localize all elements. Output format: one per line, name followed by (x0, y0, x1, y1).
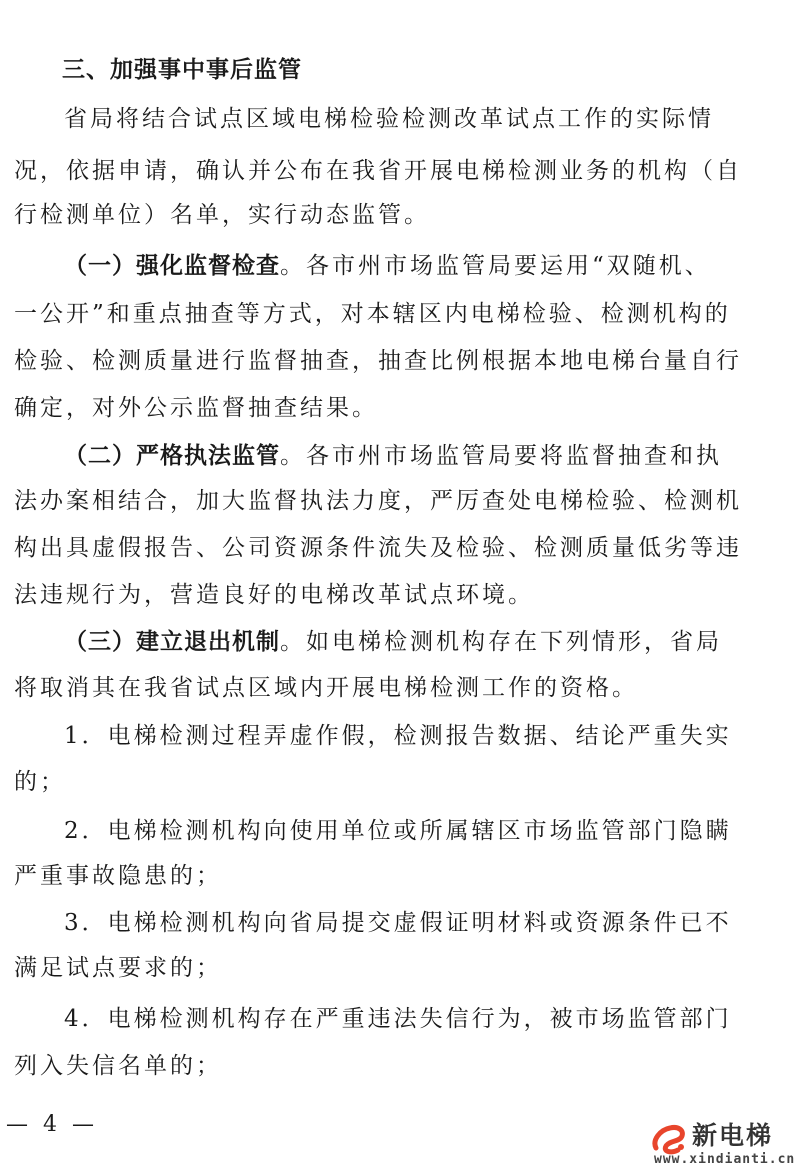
item3-line-2: 将取消其在我省试点区域内开展电梯检测工作的资格。 (14, 675, 638, 701)
watermark (640, 1116, 796, 1172)
condition-4-line-2: 列入失信名单的； (14, 1053, 222, 1079)
item1-line-1 (64, 250, 711, 282)
condition-2-line-2: 严重事故隐患的； (14, 863, 222, 889)
elevator-logo-icon (650, 1120, 690, 1156)
item1-title: （一）强化监督检查 (64, 253, 280, 279)
item2-line-2: 法办案相结合，加大监督执法力度，严厉查处电梯检验、检测机 (14, 488, 742, 514)
watermark-name: 新电梯 (692, 1121, 774, 1150)
item1-line-1-rest: 。各市州市场监管局要运用“双随机、 (280, 253, 711, 279)
intro-line-2: 况，依据申请，确认并公布在我省开展电梯检测业务的机构（自 (14, 158, 742, 184)
intro-line-1: 省局将结合试点区域电梯检验检测改革试点工作的实际情 (64, 106, 714, 132)
item3-title: （三）建立退出机制 (64, 629, 280, 655)
item2-line-3: 构出具虚假报告、公司资源条件流失及检验、检测质量低劣等违 (14, 535, 742, 561)
item1-line-4: 确定，对外公示监督抽查结果。 (14, 395, 378, 421)
condition-1-line-1: 1．电梯检测过程弄虚作假，检测报告数据、结论严重失实 (64, 723, 732, 749)
condition-1-line-2: 的； (14, 769, 66, 795)
item2-line-4: 法违规行为，营造良好的电梯改革试点环境。 (14, 582, 534, 608)
item2-line-1-rest: 。各市州市场监管局要将监督抽查和执 (280, 443, 722, 469)
condition-3-line-2: 满足试点要求的； (14, 955, 222, 981)
condition-2-line-1: 2．电梯检测机构向使用单位或所属辖区市场监管部门隐瞒 (64, 818, 732, 844)
watermark-url: www.xindianti.cn (654, 1152, 796, 1167)
item2-line-1 (64, 440, 722, 472)
item2-title: （二）严格执法监管 (64, 443, 280, 469)
section-heading: 三、加强事中事后监管 (62, 57, 302, 83)
intro-line-3: 行检测单位）名单，实行动态监管。 (14, 202, 430, 228)
item1-line-3: 检验、检测质量进行监督抽查，抽查比例根据本地电梯台量自行 (14, 348, 742, 374)
item3-line-1 (64, 626, 722, 658)
condition-4-line-1: 4．电梯检测机构存在严重违法失信行为，被市场监管部门 (64, 1006, 732, 1032)
item1-line-2: 一公开”和重点抽查等方式，对本辖区内电梯检验、检测机构的 (14, 301, 731, 327)
condition-3-line-1: 3．电梯检测机构向省局提交虚假证明材料或资源条件已不 (64, 910, 732, 936)
page-number: — 4 — (6, 1112, 98, 1137)
item3-line-1-rest: 。如电梯检测机构存在下列情形，省局 (280, 629, 722, 655)
